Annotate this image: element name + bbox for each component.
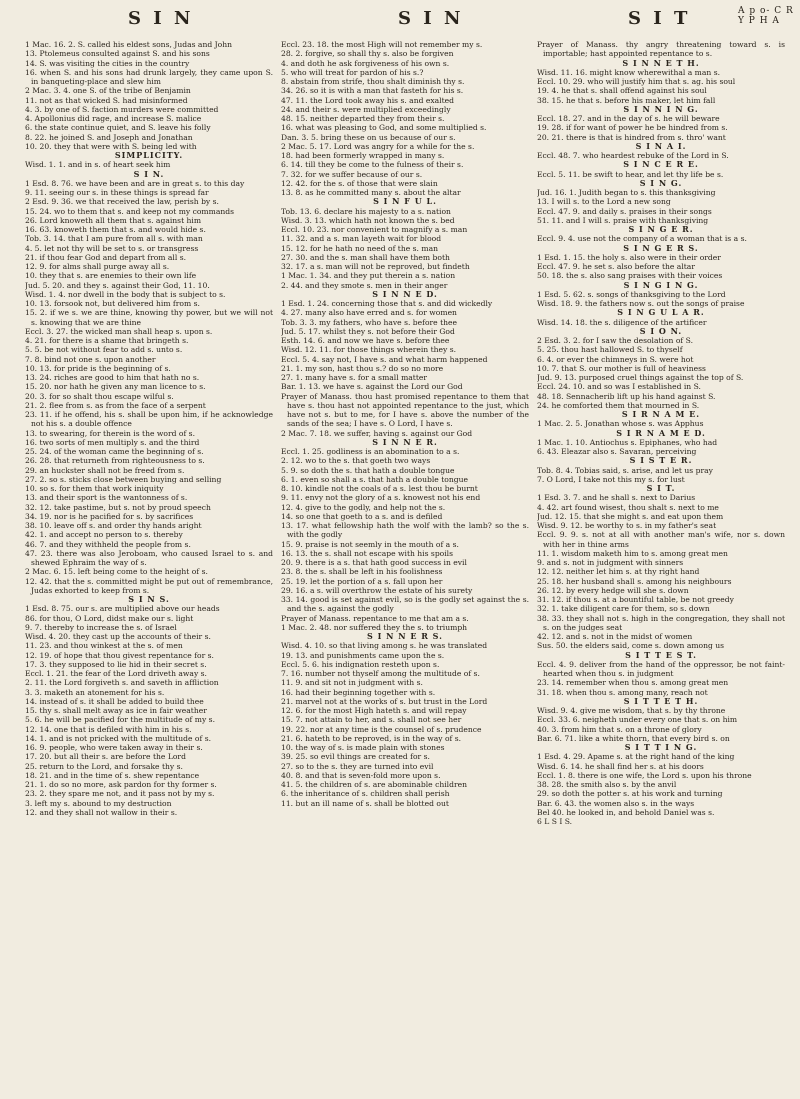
concordance-entry: 12. 19. of hope that thou givest repentance for s. bbox=[25, 650, 214, 660]
concordance-entry: Wisd. 1. 1. and in s. of heart seek him bbox=[25, 160, 171, 170]
concordance-entry: 7. 8. bind not one s. upon another bbox=[25, 354, 156, 364]
concordance-entry: 41. 5. the children of s. are abominable children bbox=[281, 780, 467, 789]
concordance-entry: 15. 7. not attain to her, and s. shall not see her bbox=[281, 715, 462, 725]
concordance-entry: Prayer of Manass. repentance to me that am a s. bbox=[281, 613, 469, 623]
entry-heading: S I N. bbox=[133, 168, 165, 179]
concordance-entry: 16. what was pleasing to God, and some multiplied s. bbox=[281, 123, 487, 133]
column-right bbox=[537, 40, 785, 1090]
entry-heading: S I T T E S T. bbox=[625, 649, 697, 660]
concordance-entry: 12. and they shall not wallow in their s. bbox=[25, 807, 178, 817]
entry-heading: S I N S. bbox=[128, 594, 170, 604]
concordance-entry: 14. S. was visiting the cities in the country bbox=[25, 58, 190, 68]
concordance-entry: 6. 4. or ever the chimneys in S. were hot bbox=[537, 354, 694, 364]
concordance-entry: Wisd. 3. 13. which hath not known the s. bed bbox=[281, 215, 455, 225]
concordance-entry: 1 Mac. 1. 10. Antiochus s. Epiphanes, who had bbox=[537, 437, 718, 447]
concordance-entry: 34. 19. nor is he pacified for s. by sacrifices bbox=[25, 511, 194, 521]
concordance-entry: 2 Esd. 3. 2. for I saw the desolation of S. bbox=[537, 336, 693, 345]
concordance-entry: 24. he comforted them that mourned in S. bbox=[537, 400, 700, 410]
concordance-entry: 26. Lord knoweth all them that s. against him bbox=[25, 215, 202, 225]
concordance-entry: Wisd. 1. 4. nor dwell in the body that is subject to s. bbox=[25, 289, 226, 299]
entry-heading: S I N N E T H. bbox=[622, 57, 700, 68]
concordance-entry: 7. 16. number not thyself among the multitude of s. bbox=[281, 669, 480, 678]
concordance-entry: Eccl. 24. 10. and so was I established in S. bbox=[537, 382, 701, 392]
concordance-entry: 2 Mac. 6. 15. left being come to the height of s. bbox=[25, 567, 208, 577]
concordance-entry: 11. 1. wisdom maketh him to s. among great men bbox=[537, 548, 728, 558]
concordance-entry: 12. 9. for alms shall purge away all s. bbox=[25, 262, 170, 271]
concordance-entry: 5. 5. be not without fear to add s. unto s. bbox=[25, 345, 183, 355]
concordance-entry: Eccl. 1. 25. godliness is an abomination to a s. bbox=[281, 447, 460, 456]
concordance-entry: 15. 20. nor hath he given any man licence to s. bbox=[25, 382, 206, 392]
entry-heading: S I N G E R S. bbox=[623, 242, 699, 253]
concordance-entry: Eccl. 9. 9. s. not at all with another man's wife, nor s. down with her in thine arms bbox=[537, 530, 785, 549]
concordance-entry: 29. 16. a s. will overthrow the estate of his surety bbox=[281, 585, 473, 595]
entry-heading: S I T T E T H. bbox=[623, 695, 699, 706]
concordance-entry: 48. 18. Sennacherib lift up his hand against S. bbox=[537, 391, 716, 401]
header-left: S I N bbox=[128, 8, 194, 29]
concordance-entry: 18. 21. and in the time of s. shew repentance bbox=[25, 770, 200, 780]
concordance-entry: 1 Mac. 1. 34. and they put therein a s. nation bbox=[281, 271, 456, 281]
concordance-entry: 1 Esd. 3. 7. and he shall s. next to Darius bbox=[537, 493, 696, 503]
concordance-entry: 5. 9. so doth the s. that hath a double tongue bbox=[281, 465, 455, 475]
concordance-entry: 20. 9. there is a s. that hath good success in evil bbox=[281, 558, 467, 567]
entry-heading: S I N G U L A R. bbox=[617, 307, 705, 318]
concordance-entry: Eccl. 1. 8. there is one wife, the Lord s. upon his throne bbox=[537, 770, 752, 780]
column-left bbox=[25, 40, 273, 1090]
concordance-entry: 21. 2. flee from s. as from the face of a serpent bbox=[25, 400, 206, 410]
concordance-entry: 19. 13. and punishments came upon the s. bbox=[281, 650, 445, 660]
concordance-entry: Wisd. 4. 10. so that living among s. he was translated bbox=[281, 641, 488, 651]
concordance-entry: 28. 2. forgive, so shall thy s. also be forgiven bbox=[281, 49, 454, 59]
concordance-entry: 29. an huckster shall not be freed from s. bbox=[25, 465, 185, 475]
concordance-entry: Bel 40. he looked in, and behold Daniel was s. bbox=[537, 807, 715, 817]
concordance-entry: 4. 27. many also have erred and s. for women bbox=[281, 308, 457, 318]
concordance-entry: Eccl. 5. 11. be swift to hear, and let thy life be s. bbox=[537, 169, 724, 179]
entry-heading: S I R N A M E D. bbox=[616, 427, 706, 438]
concordance-entry: 21. marvel not at the works of s. but trust in the Lord bbox=[281, 696, 488, 706]
concordance-entry: 12. 42. that the s. committed might be put out of remembrance, Judas exhorted to keep from s. bbox=[25, 576, 273, 595]
concordance-entry: Tob. 13. 6. declare his majesty to a s. nation bbox=[281, 206, 451, 216]
entry-heading: S I N N E R S. bbox=[367, 631, 443, 641]
concordance-entry: 12. 42. for the s. of those that were slain bbox=[281, 178, 438, 188]
concordance-entry: 4. 3. by one of S. faction murders were committed bbox=[25, 104, 219, 114]
concordance-entry: 2 Mac. 5. 17. Lord was angry for a while for the s. bbox=[281, 141, 475, 151]
concordance-entry: 13. 8. as he committed many s. about the altar bbox=[281, 188, 461, 197]
concordance-entry: 16. had their beginning together with s. bbox=[281, 687, 436, 697]
concordance-entry: 86. for thou, O Lord, didst make our s. light bbox=[25, 613, 194, 623]
concordance-entry: 8. 22. he joined S. and Joseph and Jonathan bbox=[25, 132, 193, 142]
concordance-entry: Prayer of Manass. thou hast promised repentance to them that have s. thou hast not appointed repentance to the just, which have not s. but to me, for I have s. above the number of the sands of the sea; I have s. O Lord, I have s. bbox=[281, 391, 529, 429]
concordance-entry: 38. 28. the smith also s. by the anvil bbox=[537, 780, 677, 789]
concordance-entry: 40. 3. from him that s. on a throne of glory bbox=[537, 724, 702, 734]
concordance-entry: 11. but an ill name of s. shall be blotted out bbox=[281, 798, 449, 808]
concordance-entry: 7. O Lord, I take not this my s. for lust bbox=[537, 474, 685, 484]
concordance-entry: Bar. 6. 71. like a white thorn, that every bird s. on bbox=[537, 733, 730, 743]
concordance-entry: Eccl. 18. 27. and in the day of s. he will beware bbox=[537, 114, 720, 123]
concordance-entry: 9. 11. seeing our s. in these things is spread far bbox=[25, 188, 209, 197]
concordance-entry: 51. 11. and I will s. praise with thanksgiving bbox=[537, 215, 709, 225]
concordance-entry: 13. Ptolemeus consulted against S. and his sons bbox=[25, 49, 210, 59]
concordance-entry: 17. 3. they supposed to lie hid in their secret s. bbox=[25, 659, 207, 669]
concordance-entry: Eccl. 5. 6. his indignation resteth upon s. bbox=[281, 659, 440, 669]
concordance-entry: 25. 18. her husband shall s. among his neighbours bbox=[537, 576, 732, 586]
concordance-entry: 15. 9. praise is not seemly in the mouth of a s. bbox=[281, 539, 459, 549]
concordance-entry: Bar. 1. 13. we have s. against the Lord our God bbox=[281, 382, 463, 392]
concordance-entry: 1 Esd. 4. 29. Apame s. at the right hand of the king bbox=[537, 752, 735, 762]
concordance-entry: Prayer of Manass. thy angry threatening toward s. is importable; hast appointed repentance to s. bbox=[537, 40, 785, 59]
concordance-entry: Dan. 3. 5. bring these on us because of our s. bbox=[281, 132, 456, 142]
concordance-entry: 21. 1. my son, hast thou s.? do so no more bbox=[281, 363, 444, 373]
concordance-entry: Wisd. 12. 11. for those things wherein they s. bbox=[281, 345, 457, 355]
concordance-entry: 10. they that s. are enemies to their own life bbox=[25, 271, 197, 281]
entry-heading: S I R N A M E. bbox=[621, 409, 701, 419]
concordance-entry: Tob. 8. 4. Tobias said, s. arise, and let us pray bbox=[537, 465, 713, 475]
entry-heading: S I N F U L. bbox=[373, 196, 437, 207]
header-center: S I N bbox=[398, 8, 464, 29]
concordance-entry: 2. 44. and they smote s. men in their anger bbox=[281, 280, 448, 290]
concordance-entry: Esth. 14. 6. and now we have s. before thee bbox=[281, 336, 450, 345]
entry-heading: S I N C E R E. bbox=[623, 159, 699, 170]
concordance-entry: 40. 8. and that is seven-fold more upon s. bbox=[281, 770, 441, 780]
concordance-entry: 14. so one that goeth to a s. and is defiled bbox=[281, 511, 443, 521]
concordance-entry: 16. when S. and his sons had drunk largely, they came upon S. in banqueting-place and slew him bbox=[25, 67, 273, 86]
concordance-entry: 48. 15. neither departed they from their s. bbox=[281, 114, 445, 123]
concordance-entry: 1 Esd. 1. 15. the holy s. also were in their order bbox=[537, 252, 721, 262]
concordance-columns bbox=[25, 40, 785, 1090]
concordance-entry: 31. 12. if thou s. at a bountiful table, be not greedy bbox=[537, 595, 734, 604]
concordance-entry: Wisd. 9. 4. give me wisdom, that s. by thy throne bbox=[537, 706, 726, 715]
concordance-entry: 13. I will s. to the Lord a new song bbox=[537, 197, 671, 207]
concordance-entry: Jud. 5. 20. and they s. against their God, 11. 10. bbox=[25, 280, 210, 290]
concordance-entry: 6. the inheritance of s. children shall perish bbox=[281, 789, 450, 799]
concordance-entry: 2 Mac. 3. 4. one S. of the tribe of Benjamin bbox=[25, 86, 191, 96]
concordance-entry: Eccl. 10. 29. who will justify him that s. ag. his soul bbox=[537, 77, 736, 86]
concordance-entry: 1 Esd. 5. 62. s. songs of thanksgiving to the Lord bbox=[537, 289, 726, 299]
concordance-entry: 32. 17. a s. man will not be reproved, but findeth bbox=[281, 262, 470, 271]
concordance-entry: 4. 5. let not thy will be set to s. or transgress bbox=[25, 243, 199, 253]
concordance-entry: 21. 1. do so no more, ask pardon for thy former s. bbox=[25, 780, 217, 789]
concordance-entry: 47. 11. the Lord took away his s. and exalted bbox=[281, 95, 455, 105]
concordance-entry: 27. 1. many have s. for a small matter bbox=[281, 373, 428, 382]
concordance-entry: 10. 20. they that were with S. being led with bbox=[25, 141, 197, 151]
concordance-entry: 2 Mac. 7. 18. we suffer, having s. against our God bbox=[281, 428, 473, 438]
concordance-entry: 38. 33. they shall not s. high in the congregation, they shall not s. on the judges seat bbox=[537, 613, 785, 632]
entry-heading: S I N G E R. bbox=[628, 224, 694, 234]
concordance-entry: 46. 7. and they withheld the people from s. bbox=[25, 539, 191, 549]
concordance-entry: 8. abstain from strife, thou shalt diminish thy s. bbox=[281, 77, 465, 86]
concordance-entry: 16. 9. people, who were taken away in their s. bbox=[25, 743, 203, 752]
concordance-entry: 13. and their sport is the wantonness of s. bbox=[25, 493, 188, 503]
concordance-entry: Jud. 12. 15. that she might s. and eat upon them bbox=[537, 511, 724, 521]
concordance-entry: 19. 4. he that s. shall offend against his soul bbox=[537, 86, 707, 96]
concordance-entry: 31. 18. when thou s. among many, reach not bbox=[537, 687, 708, 697]
concordance-entry: 12. 4. give to the godly, and help not the s. bbox=[281, 502, 446, 512]
concordance-entry: 29. so doth the potter s. at his work and turning bbox=[537, 789, 723, 799]
concordance-entry: Eccl. 1. 21. the fear of the Lord driveth away s. bbox=[25, 669, 207, 678]
concordance-entry: 16. 63. knoweth them that s. and would hide s. bbox=[25, 225, 206, 234]
entry-heading: S I T T I N G. bbox=[624, 742, 698, 752]
entry-heading: S I N A I. bbox=[635, 140, 687, 151]
header-right: S I T bbox=[628, 8, 691, 29]
concordance-entry: 23. 8. the s. shall be left in his foolishness bbox=[281, 567, 443, 577]
concordance-entry: 11. 23. and thou winkest at the s. of men bbox=[25, 641, 183, 651]
concordance-entry: 16. two sorts of men multiply s. and the third bbox=[25, 437, 200, 447]
concordance-entry: 5. 25. thou hast hallowed S. to thyself bbox=[537, 345, 683, 355]
concordance-entry: 25. 19. let the portion of a s. fall upon her bbox=[281, 576, 443, 586]
concordance-entry: 3. 3. maketh an atonement for his s. bbox=[25, 687, 165, 697]
entry-heading: S I N N E R. bbox=[372, 436, 438, 447]
concordance-entry: 6. 14. till they be come to the fulness of their s. bbox=[281, 160, 464, 170]
concordance-entry: 1 Esd. 8. 75. our s. are multiplied above our heads bbox=[25, 604, 220, 614]
concordance-entry: 13. 17. what fellowship hath the wolf with the lamb? so the s. with the godly bbox=[281, 521, 529, 540]
concordance-entry: 19. 22. nor at any time is the counsel of s. prudence bbox=[281, 724, 482, 734]
concordance-entry: 1 Esd. 8. 76. we have been and are in great s. to this day bbox=[25, 178, 245, 188]
running-header bbox=[0, 8, 800, 34]
concordance-entry: 6 L S I S. bbox=[537, 817, 573, 826]
concordance-entry: Wisd. 11. 16. might know wherewithal a man s. bbox=[537, 67, 721, 77]
concordance-entry: 23. 14. remember when thou s. among great men bbox=[537, 678, 729, 688]
concordance-entry: 14. instead of s. it shall be added to build thee bbox=[25, 696, 204, 706]
entry-heading: S I N N E D. bbox=[372, 288, 438, 299]
entry-heading: S I N G. bbox=[639, 177, 683, 188]
concordance-entry: 27. 2. so s. sticks close between buying and selling bbox=[25, 474, 222, 484]
entry-heading: S I N N I N G. bbox=[623, 103, 699, 114]
concordance-entry: 2 Esd. 9. 36. we that received the law, perish by s. bbox=[25, 197, 219, 207]
concordance-entry: 10. 7. that S. our mother is full of heaviness bbox=[537, 363, 706, 373]
concordance-entry: 1 Mac. 2. 5. Jonathan whose s. was Apphus bbox=[537, 419, 704, 429]
concordance-entry: 16. 13. the s. shall not escape with his spoils bbox=[281, 548, 454, 558]
column-middle bbox=[281, 40, 529, 1090]
concordance-entry: Eccl. 10. 23. nor convenient to magnify a s. man bbox=[281, 225, 468, 234]
concordance-entry: 17. 20. but all their s. are before the Lord bbox=[25, 752, 186, 762]
concordance-entry: Tob. 3. 14. that I am pure from all s. with man bbox=[25, 234, 203, 244]
entry-heading: S I N G I N G. bbox=[623, 279, 699, 290]
concordance-entry: 32. 12. take pastime, but s. not by proud speech bbox=[25, 502, 211, 512]
concordance-entry: Jud. 9. 13. purposed cruel things against the top of S. bbox=[537, 373, 744, 382]
concordance-entry: 26. 12. by every hedge will she s. down bbox=[537, 585, 689, 595]
concordance-entry: 12. 14. one that is defiled with him in his s. bbox=[25, 724, 192, 734]
concordance-entry: 42. 12. and s. not in the midst of women bbox=[537, 632, 693, 641]
concordance-entry: 15. 24. wo to them that s. and keep not my commands bbox=[25, 206, 235, 216]
concordance-entry: 6. the state continue quiet, and S. leave his folly bbox=[25, 123, 211, 133]
concordance-entry: 38. 15. he that s. before his maker, let him fall bbox=[537, 95, 716, 105]
concordance-entry: Eccl. 3. 27. the wicked man shall heap s. upon s. bbox=[25, 326, 213, 336]
concordance-entry: Eccl. 48. 7. who heardest rebuke of the Lord in S. bbox=[537, 151, 729, 160]
concordance-entry: Wisd. 14. 18. the s. diligence of the artificer bbox=[537, 317, 707, 327]
concordance-entry: 1 Mac. 2. 48. nor suffered they the s. to triumph bbox=[281, 622, 468, 632]
concordance-entry: 11. not as that wicked S. had misinformed bbox=[25, 95, 188, 105]
concordance-entry: 21. if thou fear God and depart from all s. bbox=[25, 252, 187, 262]
concordance-entry: 27. so to the s. they are turned into evil bbox=[281, 761, 434, 771]
concordance-entry: 15. 2. if we s. we are thine, knowing thy power, but we will not s. knowing that we are thine bbox=[25, 308, 273, 327]
concordance-entry: 1 Esd. 1. 24. concerning those that s. and did wickedly bbox=[281, 299, 493, 308]
concordance-entry: Eccl. 9. 4. use not the company of a woman that is a s. bbox=[537, 234, 747, 244]
header-corner: A p o- C R Y P H A bbox=[738, 6, 794, 26]
concordance-entry: 4. 42. art found wisest, thou shalt s. next to me bbox=[537, 502, 719, 512]
concordance-entry: Sus. 50. the elders said, come s. down among us bbox=[537, 641, 725, 651]
concordance-entry: Wisd. 18. 9. the fathers now s. out the songs of praise bbox=[537, 299, 745, 308]
concordance-entry: 9. 11. envy not the glory of a s. knowest not his end bbox=[281, 493, 481, 503]
concordance-entry: 5. 6. he will be pacified for the multitude of my s. bbox=[25, 715, 215, 725]
concordance-entry: 4. 21. for there is a shame that bringeth s. bbox=[25, 336, 189, 345]
concordance-entry: 20. 21. there is that is hindred from s. thro' want bbox=[537, 132, 726, 142]
concordance-entry: 27. 30. and the s. man shall have them both bbox=[281, 252, 450, 262]
concordance-entry: 7. 32. for we suffer because of our s. bbox=[281, 169, 423, 179]
concordance-entry: 26. 28. that returneth from righteousness to s. bbox=[25, 456, 205, 466]
concordance-entry: 12. 6. for the most High hateth s. and will repay bbox=[281, 706, 467, 715]
concordance-entry: Jud. 16. 1. Judith began to s. this thanksgiving bbox=[537, 188, 716, 197]
concordance-entry: 11. 32. and a s. man layeth wait for blood bbox=[281, 234, 442, 244]
concordance-entry: 42. 1. and accept no person to s. thereby bbox=[25, 530, 183, 540]
concordance-entry: 11. 9. and sit not in judgment with s. bbox=[281, 678, 423, 688]
entry-heading: S I O N. bbox=[639, 325, 683, 336]
concordance-entry: 6. 43. Eleazar also s. Savaran, perceiving bbox=[537, 447, 697, 456]
concordance-entry: 5. who will treat for pardon of his s.? bbox=[281, 67, 424, 77]
concordance-entry: Wisd. 6. 14. he shall find her s. at his doors bbox=[537, 761, 704, 771]
concordance-entry: Eccl. 33. 6. neigheth under every one that s. on him bbox=[537, 715, 738, 725]
concordance-entry: 25. return to the Lord, and forsake thy s. bbox=[25, 761, 183, 771]
concordance-entry: 13. to swearing, for therein is the word of s. bbox=[25, 428, 195, 438]
concordance-entry: 47. 23. there was also Jeroboam, who caused Israel to s. and shewed Ephraim the way of s. bbox=[25, 548, 273, 567]
concordance-entry: 15. 12. for he hath no need of the s. man bbox=[281, 243, 438, 253]
concordance-entry: 8. 10. kindle not the coals of a s. lest thou be burnt bbox=[281, 484, 478, 493]
concordance-entry: Wisd. 4. 20. they cast up the accounts of their s. bbox=[25, 632, 211, 641]
concordance-entry: 13. 24. riches are good to him that hath no s. bbox=[25, 373, 200, 382]
entry-heading: SIMPLICITY. bbox=[114, 150, 184, 160]
concordance-entry: 1 Mac. 16. 2. S. called his eldest sons, Judas and John bbox=[25, 40, 233, 49]
concordance-entry: Wisd. 9. 12. be worthy to s. in my father's seat bbox=[537, 521, 717, 530]
concordance-entry: 23. 11. if he offend, his s. shall be upon him, if he acknowledge not his s. a double offence bbox=[25, 410, 273, 429]
concordance-entry: 14. 1. and is not pricked with the multitude of s. bbox=[25, 733, 212, 743]
concordance-entry: Eccl. 47. 9. and daily s. praises in their songs bbox=[537, 206, 712, 216]
concordance-entry: 10. the way of s. is made plain with stones bbox=[281, 743, 445, 752]
concordance-entry: 4. and doth he ask forgiveness of his own s. bbox=[281, 58, 450, 68]
concordance-entry: 33. 14. good is set against evil, so is the godly set against the s. and the s. against the godly bbox=[281, 595, 529, 614]
concordance-entry: 10. 13. forsook not, but delivered him from s. bbox=[25, 299, 200, 308]
concordance-entry: 23. 2. they spare me not, and it pass not by my s. bbox=[25, 789, 215, 799]
concordance-entry: Tob. 3. 3. my fathers, who have s. before thee bbox=[281, 317, 458, 327]
concordance-entry: Eccl. 47. 9. he set s. also before the altar bbox=[537, 262, 695, 271]
concordance-entry: 4. Apollonius did rage, and increase S. malice bbox=[25, 114, 202, 123]
concordance-entry: 15. thy s. shall melt away as ice in fair weather bbox=[25, 706, 207, 715]
concordance-entry: 39. 25. so evil things are created for s. bbox=[281, 752, 430, 762]
concordance-entry: 19. 28. if for want of power he be hindred from s. bbox=[537, 123, 728, 133]
concordance-entry: 21. 6. hateth to be reproved, is in the way of s. bbox=[281, 733, 462, 743]
concordance-entry: 20. 3. for so shalt thou escape wilful s. bbox=[25, 391, 174, 401]
concordance-entry: 9. 7. thereby to increase the s. of Israel bbox=[25, 622, 177, 632]
concordance-entry: Eccl. 5. 4. say not, I have s. and what harm happened bbox=[281, 354, 488, 364]
concordance-entry: 10. so s. for them that work iniquity bbox=[25, 484, 164, 493]
concordance-entry: Eccl. 4. 9. deliver from the hand of the oppressor, be not faint-hearted when thou s. in judgment bbox=[537, 659, 785, 678]
entry-heading: S I T. bbox=[646, 483, 676, 493]
concordance-entry: 9. and s. not in judgment with sinners bbox=[537, 558, 684, 567]
concordance-entry: 50. 18. the s. also sang praises with their voices bbox=[537, 271, 723, 281]
concordance-entry: 2. 12. wo to the s. that goeth two ways bbox=[281, 456, 431, 466]
concordance-entry: 34. 26. so it is with a man that fasteth for his s. bbox=[281, 86, 464, 96]
entry-heading: S I S T E R. bbox=[629, 455, 693, 466]
concordance-entry: 38. 10. leave off s. and order thy hands aright bbox=[25, 521, 202, 530]
concordance-entry: 10. 13. for pride is the beginning of s. bbox=[25, 363, 171, 373]
concordance-entry: 24. and their s. were multiplied exceedingly bbox=[281, 104, 451, 114]
concordance-entry: Bar. 6. 43. the women also s. in the ways bbox=[537, 798, 695, 808]
concordance-entry: Jud. 5. 17. whilst they s. not before their God bbox=[281, 326, 455, 336]
concordance-entry: 18. had been formerly wrapped in many s. bbox=[281, 151, 445, 160]
concordance-entry: Eccl. 23. 18. the most High will not remember my s. bbox=[281, 40, 483, 49]
concordance-entry: 2. 11. the Lord forgiveth s. and saveth in affliction bbox=[25, 678, 219, 688]
concordance-entry: 32. 1. take diligent care for them, so s. down bbox=[537, 604, 710, 614]
concordance-entry: 25. 24. of the woman came the beginning of s. bbox=[25, 447, 204, 456]
concordance-entry: 3. left my s. abound to my destruction bbox=[25, 798, 172, 808]
concordance-entry: 6. 1. even so shall a s. that hath a double tongue bbox=[281, 474, 468, 484]
concordance-entry: 12. 12. neither let him s. at thy right hand bbox=[537, 567, 700, 577]
